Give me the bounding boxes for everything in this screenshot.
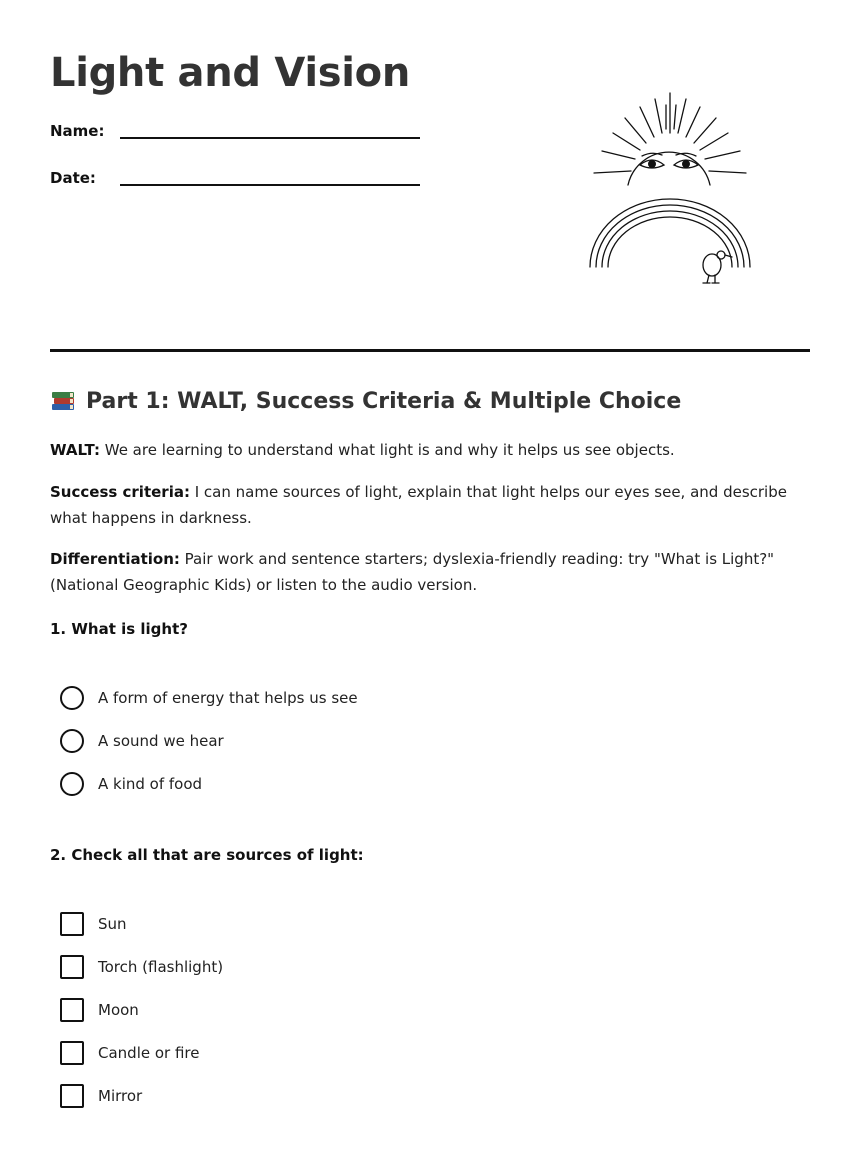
section-divider — [50, 349, 810, 352]
q2-option-4[interactable] — [60, 1040, 199, 1066]
differentiation-label: Differentiation: — [50, 550, 180, 568]
radio-button[interactable] — [60, 686, 84, 710]
q2-option-3-label: Moon — [98, 1001, 139, 1019]
page-title: Light and Vision — [50, 50, 411, 96]
q1-option-2-label: A sound we hear — [98, 732, 224, 750]
q1-option-1-label: A form of energy that helps us see — [98, 689, 358, 707]
checkbox[interactable] — [60, 912, 84, 936]
differentiation-text: Pair work and sentence starters; dyslexia-friendly reading: try "What is Light?" (National Geographic Kids) or listen to the audio version. — [50, 550, 775, 594]
checkbox[interactable] — [60, 1084, 84, 1108]
name-label: Name: — [50, 122, 105, 140]
success-criteria-paragraph — [50, 479, 810, 531]
question-1-text: 1. What is light? — [50, 620, 188, 638]
books-icon — [50, 388, 76, 414]
walt-text: We are learning to understand what light is and why it helps us see objects. — [99, 441, 675, 459]
checkbox[interactable] — [60, 998, 84, 1022]
question-2-text: 2. Check all that are sources of light: — [50, 846, 364, 864]
name-field[interactable] — [120, 137, 420, 139]
date-field-row — [50, 164, 430, 194]
q2-option-1-label: Sun — [98, 915, 127, 933]
part1-title: Part 1: WALT, Success Criteria & Multiple Choice — [86, 388, 682, 414]
q2-option-5[interactable] — [60, 1083, 142, 1109]
q1-option-1[interactable] — [60, 685, 358, 711]
sun-rainbow-illustration — [580, 85, 760, 290]
part1-heading — [50, 388, 681, 414]
differentiation-paragraph — [50, 546, 810, 598]
q2-option-3[interactable] — [60, 997, 139, 1023]
checkbox[interactable] — [60, 1041, 84, 1065]
checkbox[interactable] — [60, 955, 84, 979]
q1-option-3[interactable] — [60, 771, 202, 797]
q2-option-2[interactable] — [60, 954, 223, 980]
q2-option-2-label: Torch (flashlight) — [98, 958, 224, 976]
name-field-row — [50, 117, 430, 147]
q1-option-3-label: A kind of food — [98, 775, 203, 793]
date-label: Date: — [50, 169, 96, 187]
date-field[interactable] — [120, 184, 420, 186]
success-criteria-text: I can name sources of light, explain that light helps our eyes see, and describe what happens in darkness. — [50, 483, 787, 527]
radio-button[interactable] — [60, 772, 84, 796]
walt-paragraph — [50, 437, 810, 463]
walt-label: WALT: — [50, 441, 100, 459]
q2-option-5-label: Mirror — [98, 1087, 143, 1105]
radio-button[interactable] — [60, 729, 84, 753]
q2-option-1[interactable] — [60, 911, 127, 937]
q1-option-2[interactable] — [60, 728, 224, 754]
q2-option-4-label: Candle or fire — [98, 1044, 200, 1062]
success-criteria-label: Success criteria: — [50, 483, 190, 501]
